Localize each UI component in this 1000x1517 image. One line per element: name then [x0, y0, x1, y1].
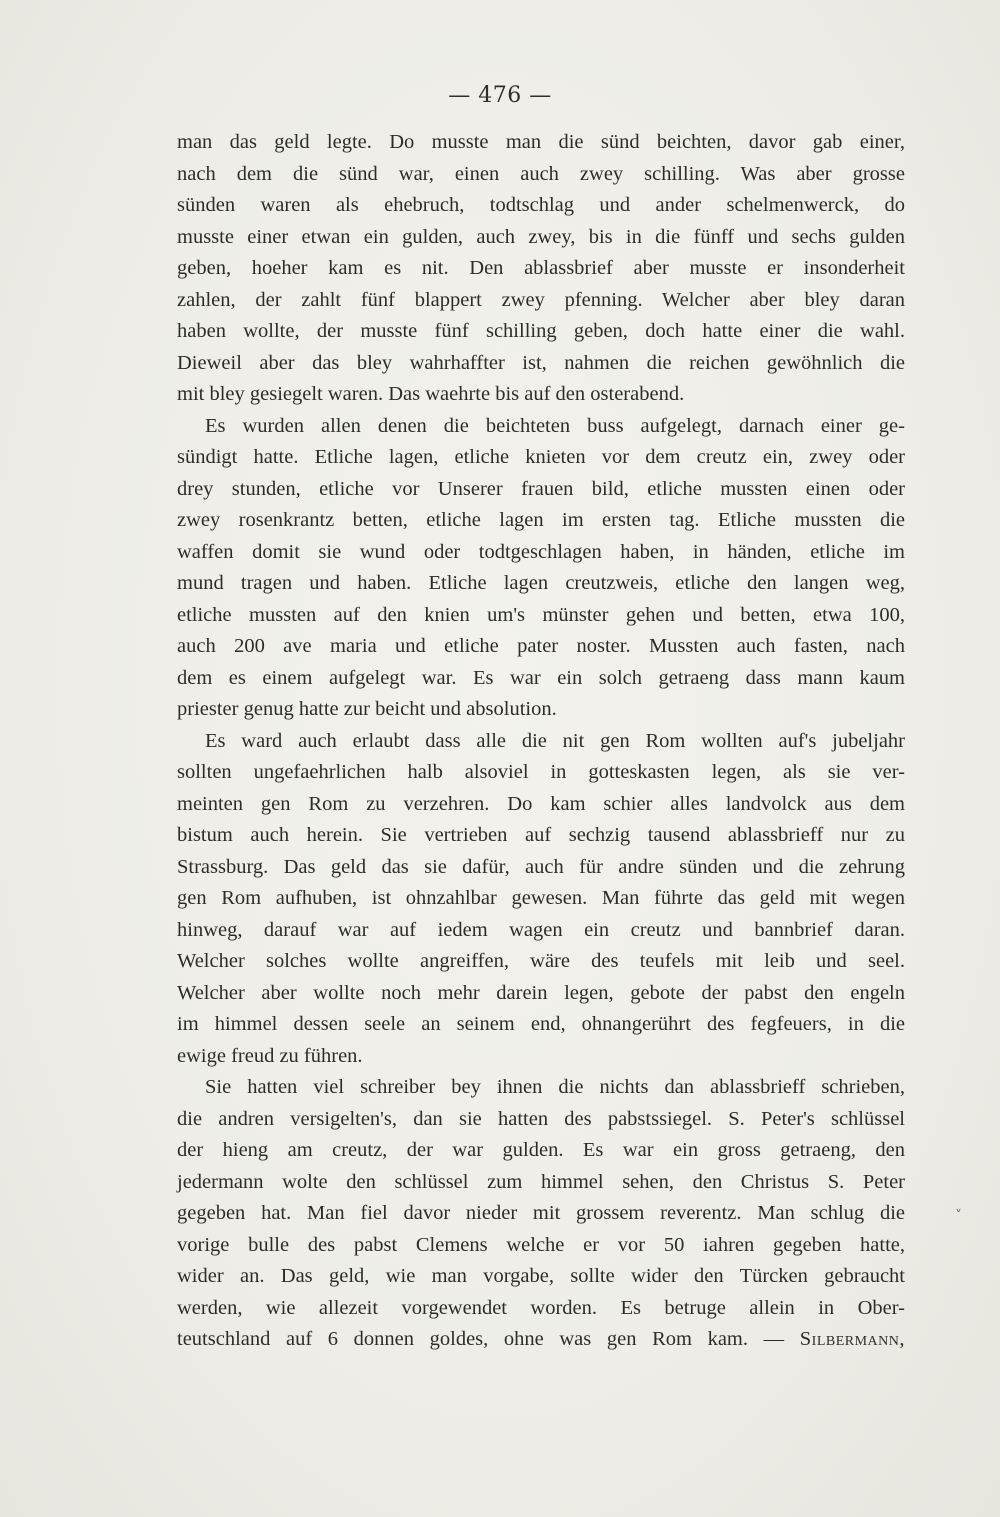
text-line: etliche mussten auf den knien um's münster gehen und betten, etwa 100, [177, 603, 905, 626]
paragraph-3 [177, 726, 905, 1073]
text-line: musste einer etwan ein gulden, auch zwey, bis in die fünff und sechs gulden [177, 225, 905, 248]
text-line: gegeben hat. Man fiel davor nieder mit grossem reverentz. Man schlug die [177, 1202, 905, 1224]
closing-author-name: Silbermann, [799, 1328, 905, 1350]
text-line: waffen domit sie wund oder todtgeschlagen haben, in händen, etliche im [177, 540, 905, 563]
text-line: werden, wie allezeit vorgewendet worden. Es betruge allein in Ober- [177, 1296, 905, 1319]
text-line: jedermann wolte den schlüssel zum himmel sehen, den Christus S. Peter [177, 1170, 905, 1193]
paragraph-4 [177, 1072, 905, 1356]
text-line: wider an. Das geld, wie man vorgabe, sollte wider den Türcken gebraucht [177, 1265, 905, 1287]
text-line: Welcher solches wollte angreiffen, wäre des teufels mit leib und seel. [177, 950, 905, 972]
text-line-final-body: teutschland auf 6 donnen goldes, ohne was gen Rom kam. — [177, 1328, 800, 1350]
margin-mark: ˬ [955, 1196, 962, 1212]
text-line: ewige freud zu führen. [177, 1044, 363, 1067]
text-line: hinweg, darauf war auf iedem wagen ein creutz und bannbrief daran. [177, 918, 905, 941]
text-line: im himmel dessen seele an seinem end, ohnangerührt des fegfeuers, in die [177, 1013, 905, 1035]
text-line: mit bley gesiegelt waren. Das waehrte bis auf den osterabend. [177, 383, 685, 405]
text-line: priester genug hatte zur beicht und absolution. [177, 698, 557, 720]
text-line: die andren versigelten's, dan sie hatten des pabstssiegel. S. Peter's schlüssel [177, 1107, 905, 1130]
text-line: mund tragen und haben. Etliche lagen creutzweis, etliche den langen weg, [177, 572, 905, 594]
text-line: vorige bulle des pabst Clemens welche er vor 50 iahren gegeben hatte, [177, 1233, 905, 1256]
text-line: sündigt hatte. Etliche lagen, etliche knieten vor dem creutz ein, zwey oder [177, 446, 905, 468]
text-line: Es ward auch erlaubt dass alle die nit gen Rom wollten auf's jubeljahr [205, 729, 905, 752]
paragraph-2 [177, 411, 905, 726]
text-line: dem es einem aufgelegt war. Es war ein solch getraeng dass mann kaum [177, 666, 905, 689]
text-line: Dieweil aber das bley wahrhaffter ist, nahmen die reichen gewöhnlich die [177, 351, 905, 374]
text-line: bistum auch herein. Sie vertrieben auf sechzig tausend ablassbrieff nur zu [177, 824, 905, 846]
text-line: Sie hatten viel schreiber bey ihnen die nichts dan ablassbrieff schrieben, [205, 1076, 905, 1098]
text-line: sollten ungefaehrlichen halb alsoviel in gotteskasten legen, als sie ver- [177, 761, 905, 783]
text-line: nach dem die sünd war, einen auch zwey schilling. Was aber grosse [177, 162, 905, 185]
text-line: man das geld legte. Do musste man die sünd beichten, davor gab einer, [177, 131, 905, 153]
text-line: Welcher aber wollte noch mehr darein legen, gebote der pabst den engeln [177, 981, 905, 1004]
text-line: meinten gen Rom zu verzehren. Do kam schier alles landvolck aus dem [177, 792, 905, 815]
paragraph-1 [177, 127, 905, 411]
text-line: geben, hoeher kam es nit. Den ablassbrief aber musste er insonderheit [177, 257, 905, 279]
text-line: Strassburg. Das geld das sie dafür, auch für andre sünden und die zehrung [177, 855, 905, 878]
text-line: drey stunden, etliche vor Unserer frauen bild, etliche mussten einen oder [177, 477, 905, 500]
text-line: gen Rom aufhuben, ist ohnzahlbar gewesen. Man führte das geld mit wegen [177, 887, 905, 909]
text-line: Es wurden allen denen die beichteten buss aufgelegt, darnach einer ge- [205, 414, 905, 437]
text-line: der hieng am creutz, der war gulden. Es war ein gross getraeng, den [177, 1139, 905, 1161]
body-text [177, 127, 905, 1356]
page-number: — 476 — [448, 83, 552, 108]
text-line: sünden waren als ehebruch, todtschlag und ander schelmenwerck, do [177, 194, 905, 216]
text-line: haben wollte, der musste fünf schilling geben, doch hatte einer die wahl. [177, 320, 905, 342]
text-line-final [177, 1324, 905, 1356]
text-line: zahlen, der zahlt fünf blappert zwey pfenning. Welcher aber bley daran [177, 288, 905, 311]
text-line: zwey rosenkrantz betten, etliche lagen im ersten tag. Etliche mussten die [177, 509, 905, 531]
text-line: auch 200 ave maria und etliche pater noster. Mussten auch fasten, nach [177, 635, 905, 657]
